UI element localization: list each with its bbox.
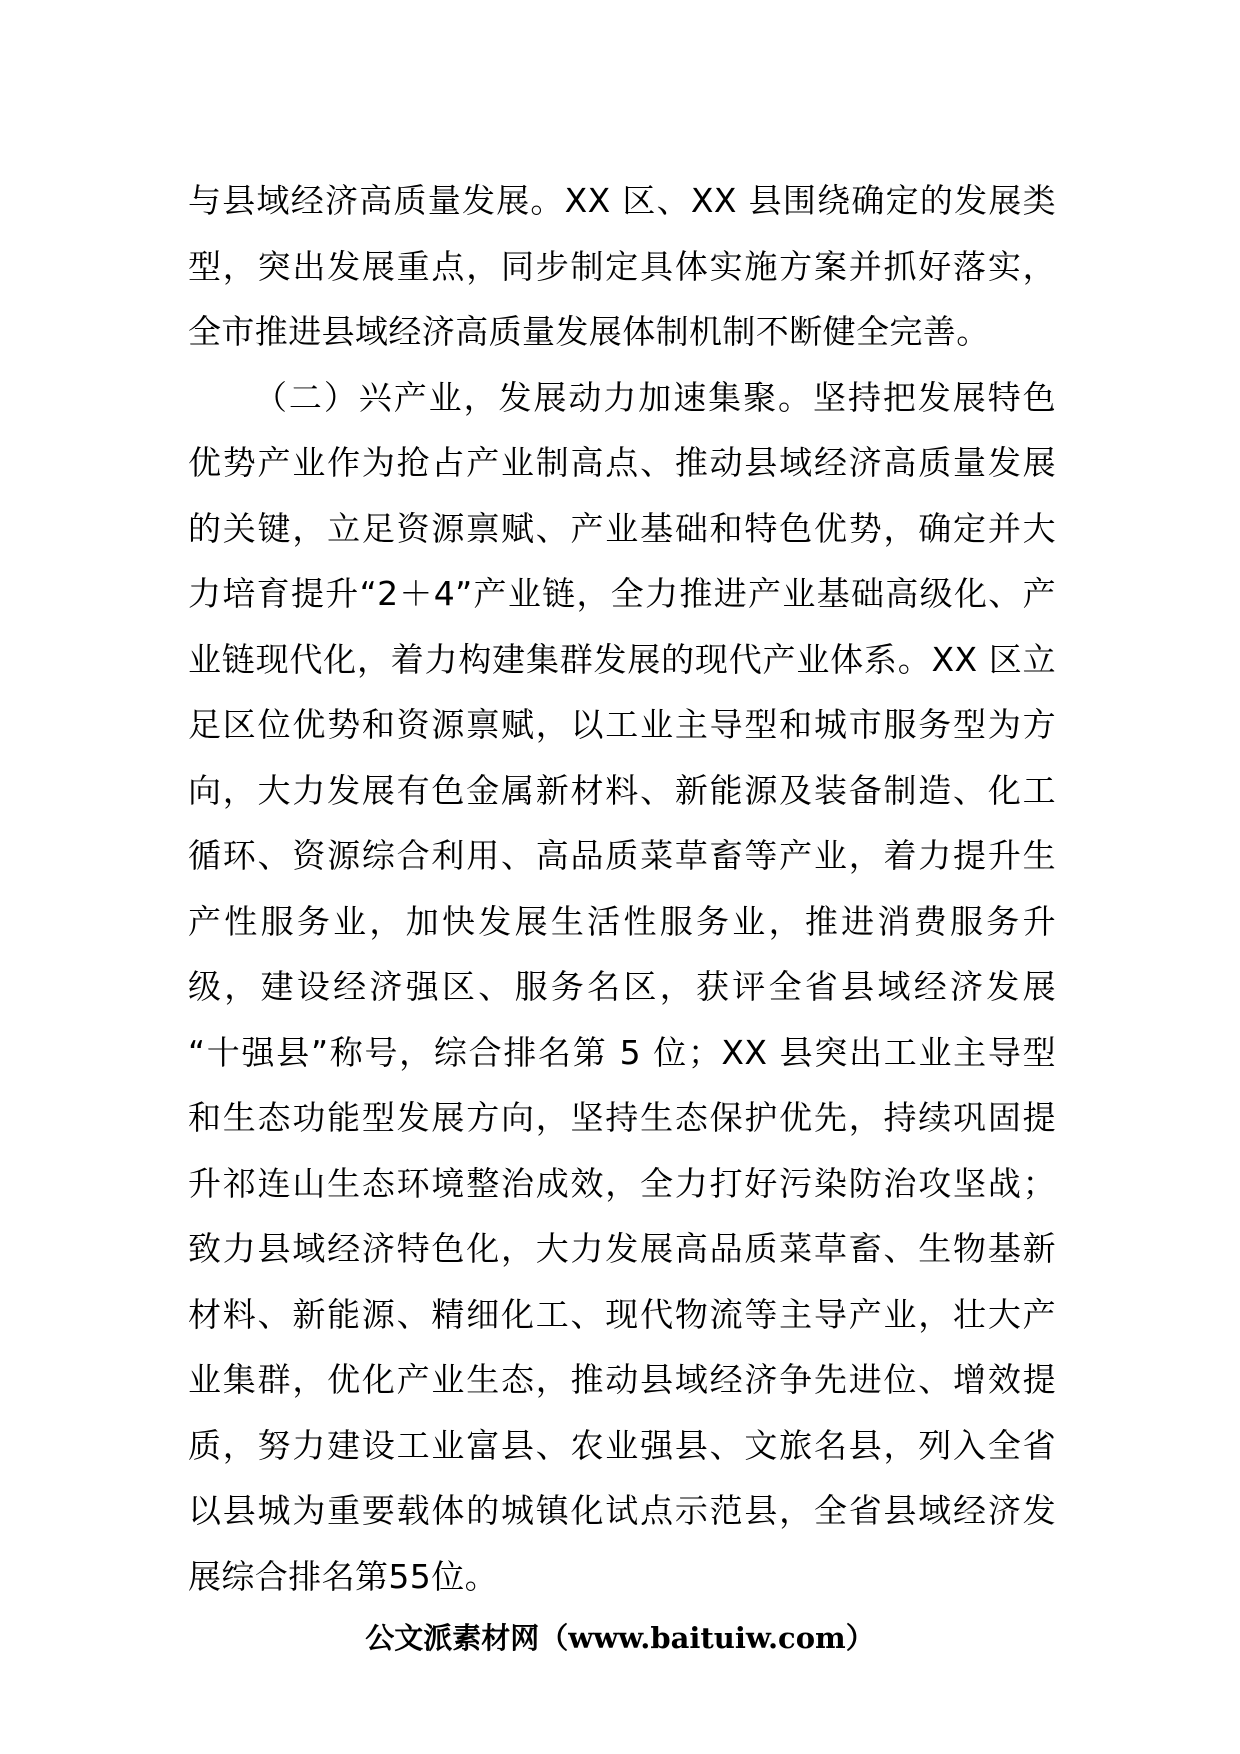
text-line: 型，突出发展重点，同步制定具体实施方案并抓好落实， xyxy=(188,246,1056,286)
text-line: “十强县”称号，综合排名第 5 位；XX 县突出工业主导型 xyxy=(188,1032,1056,1072)
paragraph-first-line: （二）兴产业，发展动力加速集聚。坚持把发展特色 xyxy=(254,377,1056,417)
text-line: 致力县域经济特色化，大力发展高品质菜草畜、生物基新 xyxy=(188,1229,1056,1268)
text-line: 与县域经济高质量发展。XX 区、XX 县围绕确定的发展类 xyxy=(188,181,1056,220)
text-line: 向，大力发展有色金属新材料、新能源及装备制造、化工 xyxy=(188,770,1056,810)
text-line: 业链现代化，着力构建集群发展的现代产业体系。XX 区立 xyxy=(188,639,1056,679)
text-line: 的关键，立足资源禀赋、产业基础和特色优势，确定并大 xyxy=(188,508,1056,548)
text-line: 级，建设经济强区、服务名区，获评全省县域经济发展 xyxy=(188,967,1056,1006)
footer-watermark: 公文派素材网（www.baituiw.com） xyxy=(365,1621,875,1655)
text-line: 和生态功能型发展方向，坚持生态保护优先，持续巩固提 xyxy=(188,1098,1056,1137)
body-text xyxy=(188,168,1056,1609)
text-line: 质，努力建设工业富县、农业强县、文旅名县，列入全省 xyxy=(188,1425,1056,1465)
text-line: 以县城为重要载体的城镇化试点示范县，全省县域经济发 xyxy=(188,1491,1056,1530)
text-line: 升祁连山生态环境整治成效，全力打好污染防治攻坚战； xyxy=(188,1163,1056,1203)
text-line: 展综合排名第55位。 xyxy=(188,1556,498,1596)
text-line: 足区位优势和资源禀赋，以工业主导型和城市服务型为方 xyxy=(188,705,1056,744)
text-line: 优势产业作为抢占产业制高点、推动县域经济高质量发展 xyxy=(188,443,1056,482)
text-line: 力培育提升“2＋4”产业链，全力推进产业基础高级化、产 xyxy=(188,574,1056,613)
text-line: 业集群，优化产业生态，推动县域经济争先进位、增效提 xyxy=(188,1360,1056,1399)
text-line: 循环、资源综合利用、高品质菜草畜等产业，着力提升生 xyxy=(188,836,1056,875)
text-line: 全市推进县域经济高质量发展体制机制不断健全完善。 xyxy=(188,312,990,351)
text-line: 材料、新能源、精细化工、现代物流等主导产业，壮大产 xyxy=(188,1294,1056,1334)
text-line: 产性服务业，加快发展生活性服务业，推进消费服务升 xyxy=(188,901,1056,941)
